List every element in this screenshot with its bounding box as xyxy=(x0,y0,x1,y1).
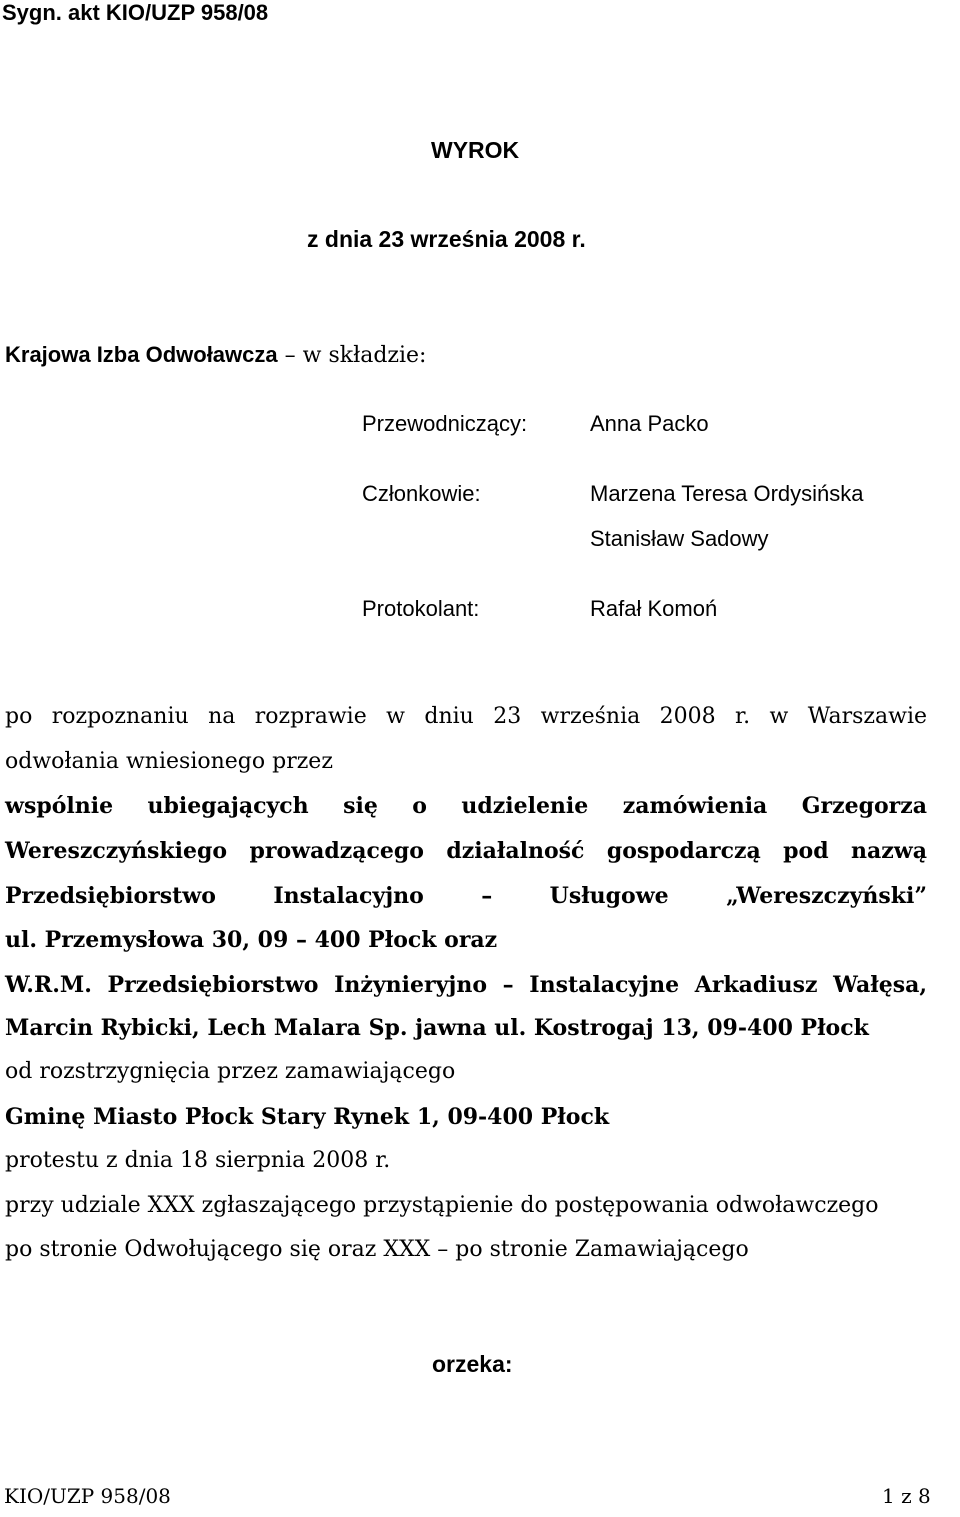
document-date: z dnia 23 września 2008 r. xyxy=(307,226,586,252)
case-reference: Sygn. akt KIO/UZP 958/08 xyxy=(2,0,269,25)
chamber-suffix: – w składzie: xyxy=(277,343,427,368)
footer-reference: KIO/UZP 958/08 xyxy=(4,1484,171,1508)
clerk-label: Protokolant: xyxy=(362,596,480,621)
chair-label: Przewodniczący: xyxy=(362,411,528,436)
verdict-heading: orzeka: xyxy=(432,1351,513,1377)
document-title: WYROK xyxy=(431,137,520,163)
chamber-name: Krajowa Izba Odwoławcza xyxy=(5,342,278,367)
body-line-6: ul. Przemysłowa 30, 09 – 400 Płock oraz xyxy=(5,927,498,953)
body-line-9: od rozstrzygnięcia przez zamawiającego xyxy=(5,1059,456,1084)
body-line-1: po rozpoznaniu na rozprawie w dniu 23 września 2008 r. w Warszawie xyxy=(5,704,927,729)
chair-value: Anna Packo xyxy=(590,411,709,436)
body-line-10: Gminę Miasto Płock Stary Rynek 1, 09-400 Płock xyxy=(5,1104,610,1130)
body-line-7: W.R.M. Przedsiębiorstwo Inżynieryjno – Instalacyjne Arkadiusz Wałęsa, xyxy=(5,972,927,998)
members-label: Członkowie: xyxy=(362,481,481,506)
footer-page-number: 1 z 8 xyxy=(882,1484,931,1508)
chamber-line xyxy=(5,342,426,368)
body-line-2: odwołania wniesionego przez xyxy=(5,749,333,774)
body-line-5: Przedsiębiorstwo Instalacyjno – Usługowe „Wereszczyński” xyxy=(5,883,927,909)
member-1: Marzena Teresa Ordysińska xyxy=(590,481,864,506)
clerk-value: Rafał Komoń xyxy=(590,596,718,621)
body-line-11: protestu z dnia 18 sierpnia 2008 r. xyxy=(5,1148,391,1173)
body-line-3: wspólnie ubiegających się o udzielenie zamówienia Grzegorza xyxy=(5,793,927,819)
body-line-12: przy udziale XXX zgłaszającego przystąpienie do postępowania odwoławczego xyxy=(5,1193,879,1218)
body-line-4: Wereszczyńskiego prowadzącego działalność gospodarczą pod nazwą xyxy=(5,838,927,864)
member-2: Stanisław Sadowy xyxy=(590,526,769,551)
body-line-8: Marcin Rybicki, Lech Malara Sp. jawna ul. Kostrogaj 13, 09-400 Płock xyxy=(5,1015,869,1041)
body-line-13: po stronie Odwołującego się oraz XXX – po stronie Zamawiającego xyxy=(5,1237,749,1262)
